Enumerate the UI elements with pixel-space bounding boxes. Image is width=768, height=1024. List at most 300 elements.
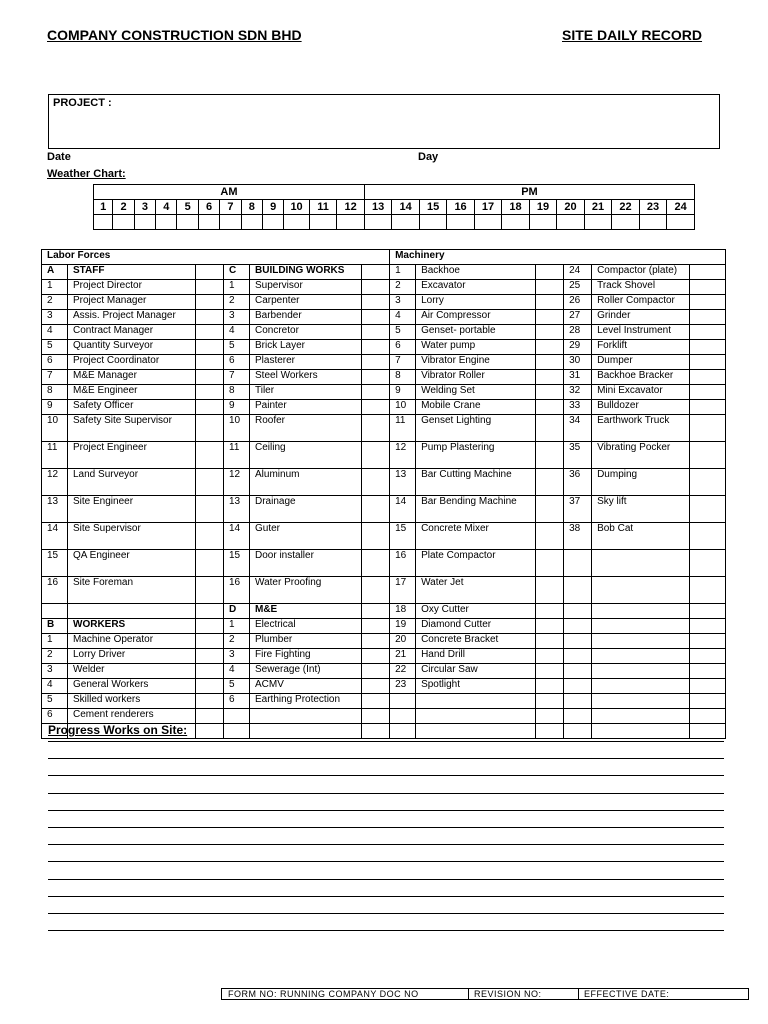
quantity-cell[interactable]	[536, 709, 564, 724]
item-label: Supervisor	[250, 280, 362, 295]
quantity-cell[interactable]	[690, 577, 726, 604]
quantity-cell[interactable]	[362, 355, 390, 370]
table-row	[42, 370, 726, 385]
quantity-cell[interactable]	[362, 496, 390, 523]
item-number: 2	[390, 280, 416, 295]
item-number	[564, 664, 592, 679]
item-label: Sewerage (Int)	[250, 664, 362, 679]
quantity-cell[interactable]	[196, 577, 224, 604]
item-number: 25	[564, 280, 592, 295]
table-row	[42, 469, 726, 496]
item-number: 37	[564, 496, 592, 523]
item-number: 19	[390, 619, 416, 634]
item-number: 2	[42, 649, 68, 664]
quantity-cell[interactable]	[536, 649, 564, 664]
table-row	[42, 577, 726, 604]
hour-cell: 7	[220, 200, 241, 215]
weather-entry-cell[interactable]	[198, 215, 219, 230]
item-number: 18	[390, 604, 416, 619]
item-number	[564, 577, 592, 604]
quantity-cell[interactable]	[362, 679, 390, 694]
item-label	[592, 604, 690, 619]
progress-writing-line[interactable]	[48, 930, 724, 931]
item-label: Safety Site Supervisor	[68, 415, 196, 442]
item-label	[592, 619, 690, 634]
quantity-cell[interactable]	[536, 604, 564, 619]
quantity-cell[interactable]	[690, 370, 726, 385]
table-row	[42, 295, 726, 310]
form-footer	[221, 988, 749, 1000]
quantity-cell[interactable]	[536, 619, 564, 634]
item-number: 16	[42, 577, 68, 604]
hour-cell: 22	[612, 200, 639, 215]
weather-entry-cell[interactable]	[529, 215, 556, 230]
item-number: 22	[390, 664, 416, 679]
quantity-cell[interactable]	[536, 634, 564, 649]
item-label: Roofer	[250, 415, 362, 442]
quantity-cell[interactable]	[196, 415, 224, 442]
quantity-cell[interactable]	[196, 679, 224, 694]
quantity-cell[interactable]	[196, 664, 224, 679]
quantity-cell[interactable]	[362, 265, 390, 280]
quantity-cell[interactable]	[536, 415, 564, 442]
item-number	[564, 550, 592, 577]
item-number: 23	[390, 679, 416, 694]
weather-entry-cell[interactable]	[392, 215, 419, 230]
table-row	[42, 679, 726, 694]
quantity-cell[interactable]	[196, 310, 224, 325]
quantity-cell[interactable]	[196, 649, 224, 664]
pm-header: PM	[364, 185, 694, 200]
item-number: 26	[564, 295, 592, 310]
weather-entry-cell[interactable]	[364, 215, 391, 230]
item-number: C	[224, 265, 250, 280]
item-number: 33	[564, 400, 592, 415]
progress-writing-line[interactable]	[48, 879, 724, 880]
item-label: Forklift	[592, 340, 690, 355]
quantity-cell[interactable]	[196, 694, 224, 709]
quantity-cell[interactable]	[362, 400, 390, 415]
item-number: 11	[42, 442, 68, 469]
quantity-cell[interactable]	[536, 523, 564, 550]
progress-writing-line[interactable]	[48, 844, 724, 845]
quantity-cell[interactable]	[536, 340, 564, 355]
hour-cell: 1	[94, 200, 113, 215]
item-number: 8	[390, 370, 416, 385]
progress-writing-line[interactable]	[48, 896, 724, 897]
quantity-cell[interactable]	[196, 340, 224, 355]
quantity-cell[interactable]	[536, 442, 564, 469]
item-number	[564, 649, 592, 664]
item-label: Drainage	[250, 496, 362, 523]
weather-entry-cell[interactable]	[262, 215, 283, 230]
quantity-cell[interactable]	[196, 619, 224, 634]
quantity-cell[interactable]	[362, 577, 390, 604]
quantity-cell[interactable]	[690, 523, 726, 550]
quantity-cell[interactable]	[362, 370, 390, 385]
machinery-title: Machinery	[390, 250, 726, 265]
item-label: Genset Lighting	[416, 415, 536, 442]
item-number	[564, 724, 592, 739]
item-label	[250, 724, 362, 739]
quantity-cell[interactable]	[536, 550, 564, 577]
weather-entry-cell[interactable]	[584, 215, 611, 230]
item-number: 1	[42, 280, 68, 295]
item-label: Brick Layer	[250, 340, 362, 355]
item-number: 15	[42, 550, 68, 577]
quantity-cell[interactable]	[690, 385, 726, 400]
quantity-cell[interactable]	[690, 310, 726, 325]
item-label: Project Director	[68, 280, 196, 295]
quantity-cell[interactable]	[196, 295, 224, 310]
item-label: Project Manager	[68, 295, 196, 310]
quantity-cell[interactable]	[690, 355, 726, 370]
item-number: 14	[224, 523, 250, 550]
quantity-cell[interactable]	[362, 280, 390, 295]
quantity-cell[interactable]	[362, 469, 390, 496]
item-number: 15	[224, 550, 250, 577]
table-row	[42, 634, 726, 649]
quantity-cell[interactable]	[690, 694, 726, 709]
quantity-cell[interactable]	[536, 295, 564, 310]
quantity-cell[interactable]	[362, 340, 390, 355]
quantity-cell[interactable]	[362, 664, 390, 679]
item-label: Mini Excavator	[592, 385, 690, 400]
item-number: 34	[564, 415, 592, 442]
item-number: 4	[42, 325, 68, 340]
weather-entry-cell[interactable]	[557, 215, 584, 230]
quantity-cell[interactable]	[362, 295, 390, 310]
table-row	[42, 310, 726, 325]
item-number: 10	[224, 415, 250, 442]
item-label	[592, 577, 690, 604]
quantity-cell[interactable]	[196, 370, 224, 385]
item-label: Pump Plastering	[416, 442, 536, 469]
quantity-cell[interactable]	[362, 325, 390, 340]
item-label: Water Jet	[416, 577, 536, 604]
hour-cell: 21	[584, 200, 611, 215]
quantity-cell[interactable]	[690, 604, 726, 619]
quantity-cell[interactable]	[690, 325, 726, 340]
quantity-cell[interactable]	[690, 295, 726, 310]
item-label	[592, 694, 690, 709]
item-label: Water pump	[416, 340, 536, 355]
weather-entry-cell[interactable]	[241, 215, 262, 230]
table-row	[42, 280, 726, 295]
progress-writing-line[interactable]	[48, 758, 724, 759]
item-number: 4	[390, 310, 416, 325]
item-number: 30	[564, 355, 592, 370]
weather-entry-cell[interactable]	[309, 215, 336, 230]
weather-entry-cell[interactable]	[177, 215, 198, 230]
quantity-cell[interactable]	[196, 280, 224, 295]
quantity-cell[interactable]	[362, 649, 390, 664]
item-label	[592, 649, 690, 664]
item-number	[564, 694, 592, 709]
item-label	[592, 550, 690, 577]
item-label: Carpenter	[250, 295, 362, 310]
quantity-cell[interactable]	[196, 469, 224, 496]
quantity-cell[interactable]	[196, 724, 224, 739]
weather-entry-cell[interactable]	[639, 215, 666, 230]
quantity-cell[interactable]	[536, 370, 564, 385]
quantity-cell[interactable]	[362, 724, 390, 739]
weather-entry-cell[interactable]	[502, 215, 529, 230]
item-number: 10	[390, 400, 416, 415]
quantity-cell[interactable]	[196, 709, 224, 724]
item-label: Welding Set	[416, 385, 536, 400]
weather-entry-cell[interactable]	[220, 215, 241, 230]
quantity-cell[interactable]	[536, 664, 564, 679]
item-number: 3	[224, 649, 250, 664]
project-field[interactable]	[48, 94, 720, 149]
weather-entry-cell[interactable]	[612, 215, 639, 230]
progress-works-label: Progress Works on Site:	[48, 723, 188, 737]
quantity-cell[interactable]	[196, 442, 224, 469]
quantity-cell[interactable]	[690, 442, 726, 469]
item-number: 12	[390, 442, 416, 469]
progress-writing-line[interactable]	[48, 913, 724, 914]
progress-writing-line[interactable]	[48, 775, 724, 776]
item-label: Track Shovel	[592, 280, 690, 295]
item-label: Skilled workers	[68, 694, 196, 709]
item-number: B	[42, 619, 68, 634]
item-number: 6	[42, 709, 68, 724]
item-number	[224, 724, 250, 739]
quantity-cell[interactable]	[690, 634, 726, 649]
quantity-cell[interactable]	[362, 385, 390, 400]
item-label	[416, 709, 536, 724]
quantity-cell[interactable]	[536, 679, 564, 694]
item-number: 1	[224, 280, 250, 295]
quantity-cell[interactable]	[690, 496, 726, 523]
progress-writing-line[interactable]	[48, 793, 724, 794]
quantity-cell[interactable]	[362, 634, 390, 649]
item-number: 36	[564, 469, 592, 496]
item-label: Bar Bending Machine	[416, 496, 536, 523]
quantity-cell[interactable]	[536, 400, 564, 415]
item-label	[592, 724, 690, 739]
weather-entry-cell[interactable]	[474, 215, 501, 230]
progress-writing-line[interactable]	[48, 827, 724, 828]
quantity-cell[interactable]	[536, 385, 564, 400]
quantity-cell[interactable]	[196, 325, 224, 340]
quantity-cell[interactable]	[196, 400, 224, 415]
quantity-cell[interactable]	[536, 310, 564, 325]
weather-chart-label: Weather Chart:	[47, 168, 126, 180]
item-label: Tiler	[250, 385, 362, 400]
weather-entry-cell[interactable]	[113, 215, 134, 230]
item-label: STAFF	[68, 265, 196, 280]
quantity-cell[interactable]	[362, 550, 390, 577]
item-label: Plasterer	[250, 355, 362, 370]
item-label: BUILDING WORKS	[250, 265, 362, 280]
quantity-cell[interactable]	[196, 550, 224, 577]
quantity-cell[interactable]	[690, 415, 726, 442]
item-number: 7	[224, 370, 250, 385]
item-number: 2	[224, 295, 250, 310]
item-number: 8	[42, 385, 68, 400]
quantity-cell[interactable]	[536, 355, 564, 370]
table-row	[42, 550, 726, 577]
quantity-cell[interactable]	[690, 649, 726, 664]
item-label: Plate Compactor	[416, 550, 536, 577]
hour-cell: 2	[113, 200, 134, 215]
hour-cell: 5	[177, 200, 198, 215]
quantity-cell[interactable]	[362, 415, 390, 442]
quantity-cell[interactable]	[690, 400, 726, 415]
item-label	[68, 604, 196, 619]
item-number: 9	[42, 400, 68, 415]
item-label	[592, 634, 690, 649]
quantity-cell[interactable]	[690, 619, 726, 634]
quantity-cell[interactable]	[690, 280, 726, 295]
quantity-cell[interactable]	[690, 679, 726, 694]
quantity-cell[interactable]	[362, 523, 390, 550]
revision-no: REVISION NO:	[468, 989, 579, 999]
quantity-cell[interactable]	[690, 550, 726, 577]
quantity-cell[interactable]	[362, 709, 390, 724]
item-label: Door installer	[250, 550, 362, 577]
quantity-cell[interactable]	[196, 496, 224, 523]
quantity-cell[interactable]	[536, 496, 564, 523]
item-label: Hand Drill	[416, 649, 536, 664]
weather-chart	[93, 184, 695, 230]
quantity-cell[interactable]	[536, 724, 564, 739]
item-number: 6	[224, 694, 250, 709]
item-label: Dumping	[592, 469, 690, 496]
quantity-cell[interactable]	[196, 385, 224, 400]
item-label	[592, 664, 690, 679]
table-row	[42, 709, 726, 724]
quantity-cell[interactable]	[536, 469, 564, 496]
hour-cell: 9	[262, 200, 283, 215]
item-label: Project Engineer	[68, 442, 196, 469]
weather-entry-cell[interactable]	[284, 215, 309, 230]
item-number: 21	[390, 649, 416, 664]
item-label: Bar Cutting Machine	[416, 469, 536, 496]
item-label: Excavator	[416, 280, 536, 295]
item-label: Lorry	[416, 295, 536, 310]
item-number: 38	[564, 523, 592, 550]
item-number: 3	[42, 664, 68, 679]
progress-writing-line[interactable]	[48, 741, 724, 742]
item-number: 5	[224, 340, 250, 355]
item-number: 14	[42, 523, 68, 550]
quantity-cell[interactable]	[536, 325, 564, 340]
quantity-cell[interactable]	[536, 280, 564, 295]
item-label: Painter	[250, 400, 362, 415]
item-number: 27	[564, 310, 592, 325]
quantity-cell[interactable]	[690, 664, 726, 679]
quantity-cell[interactable]	[196, 634, 224, 649]
quantity-cell[interactable]	[536, 577, 564, 604]
hour-cell: 13	[364, 200, 391, 215]
item-label	[250, 709, 362, 724]
weather-entry-cell[interactable]	[447, 215, 474, 230]
table-row	[42, 415, 726, 442]
company-name: COMPANY CONSTRUCTION SDN BHD	[47, 27, 302, 43]
item-number: 9	[390, 385, 416, 400]
weather-entry-cell[interactable]	[667, 215, 695, 230]
quantity-cell[interactable]	[362, 442, 390, 469]
weather-entry-cell[interactable]	[337, 215, 365, 230]
weather-entry-cell[interactable]	[419, 215, 446, 230]
form-no: FORM NO: RUNNING COMPANY DOC NO	[222, 989, 469, 999]
item-label: Cement renderers	[68, 709, 196, 724]
hour-cell: 3	[134, 200, 155, 215]
item-label: Compactor (plate)	[592, 265, 690, 280]
weather-entry-cell[interactable]	[94, 215, 113, 230]
item-number: 6	[390, 340, 416, 355]
quantity-cell[interactable]	[690, 724, 726, 739]
item-label: Welder	[68, 664, 196, 679]
hour-cell: 16	[447, 200, 474, 215]
item-label: Machine Operator	[68, 634, 196, 649]
table-row	[42, 694, 726, 709]
hour-cell: 14	[392, 200, 419, 215]
quantity-cell[interactable]	[690, 265, 726, 280]
item-label: Level Instrument	[592, 325, 690, 340]
item-number: D	[224, 604, 250, 619]
item-number: 5	[224, 679, 250, 694]
item-number: 13	[42, 496, 68, 523]
item-number: 1	[390, 265, 416, 280]
quantity-cell[interactable]	[362, 604, 390, 619]
quantity-cell[interactable]	[196, 604, 224, 619]
item-label: Bulldozer	[592, 400, 690, 415]
hour-cell: 15	[419, 200, 446, 215]
item-number: 2	[224, 634, 250, 649]
item-label: Steel Workers	[250, 370, 362, 385]
quantity-cell[interactable]	[362, 619, 390, 634]
item-label: Land Surveyor	[68, 469, 196, 496]
progress-writing-line[interactable]	[48, 861, 724, 862]
quantity-cell[interactable]	[196, 355, 224, 370]
table-row	[42, 496, 726, 523]
quantity-cell[interactable]	[362, 694, 390, 709]
item-number: 13	[224, 496, 250, 523]
item-number	[564, 604, 592, 619]
quantity-cell[interactable]	[690, 709, 726, 724]
quantity-cell[interactable]	[536, 265, 564, 280]
quantity-cell[interactable]	[536, 694, 564, 709]
quantity-cell[interactable]	[690, 340, 726, 355]
item-label: Spotlight	[416, 679, 536, 694]
weather-entry-cell[interactable]	[134, 215, 155, 230]
item-label: Mobile Crane	[416, 400, 536, 415]
item-number	[390, 694, 416, 709]
item-label	[416, 724, 536, 739]
item-label: Backhoe Bracker	[592, 370, 690, 385]
item-label	[592, 709, 690, 724]
item-label: Backhoe	[416, 265, 536, 280]
quantity-cell[interactable]	[362, 310, 390, 325]
table-row	[42, 604, 726, 619]
quantity-cell[interactable]	[196, 265, 224, 280]
labor-forces-title: Labor Forces	[42, 250, 390, 265]
table-row	[42, 664, 726, 679]
weather-entry-cell[interactable]	[156, 215, 177, 230]
quantity-cell[interactable]	[196, 523, 224, 550]
hour-cell: 17	[474, 200, 501, 215]
item-number: 3	[390, 295, 416, 310]
item-number	[224, 709, 250, 724]
item-label: Project Coordinator	[68, 355, 196, 370]
quantity-cell[interactable]	[690, 469, 726, 496]
progress-writing-line[interactable]	[48, 810, 724, 811]
item-number: 4	[224, 664, 250, 679]
